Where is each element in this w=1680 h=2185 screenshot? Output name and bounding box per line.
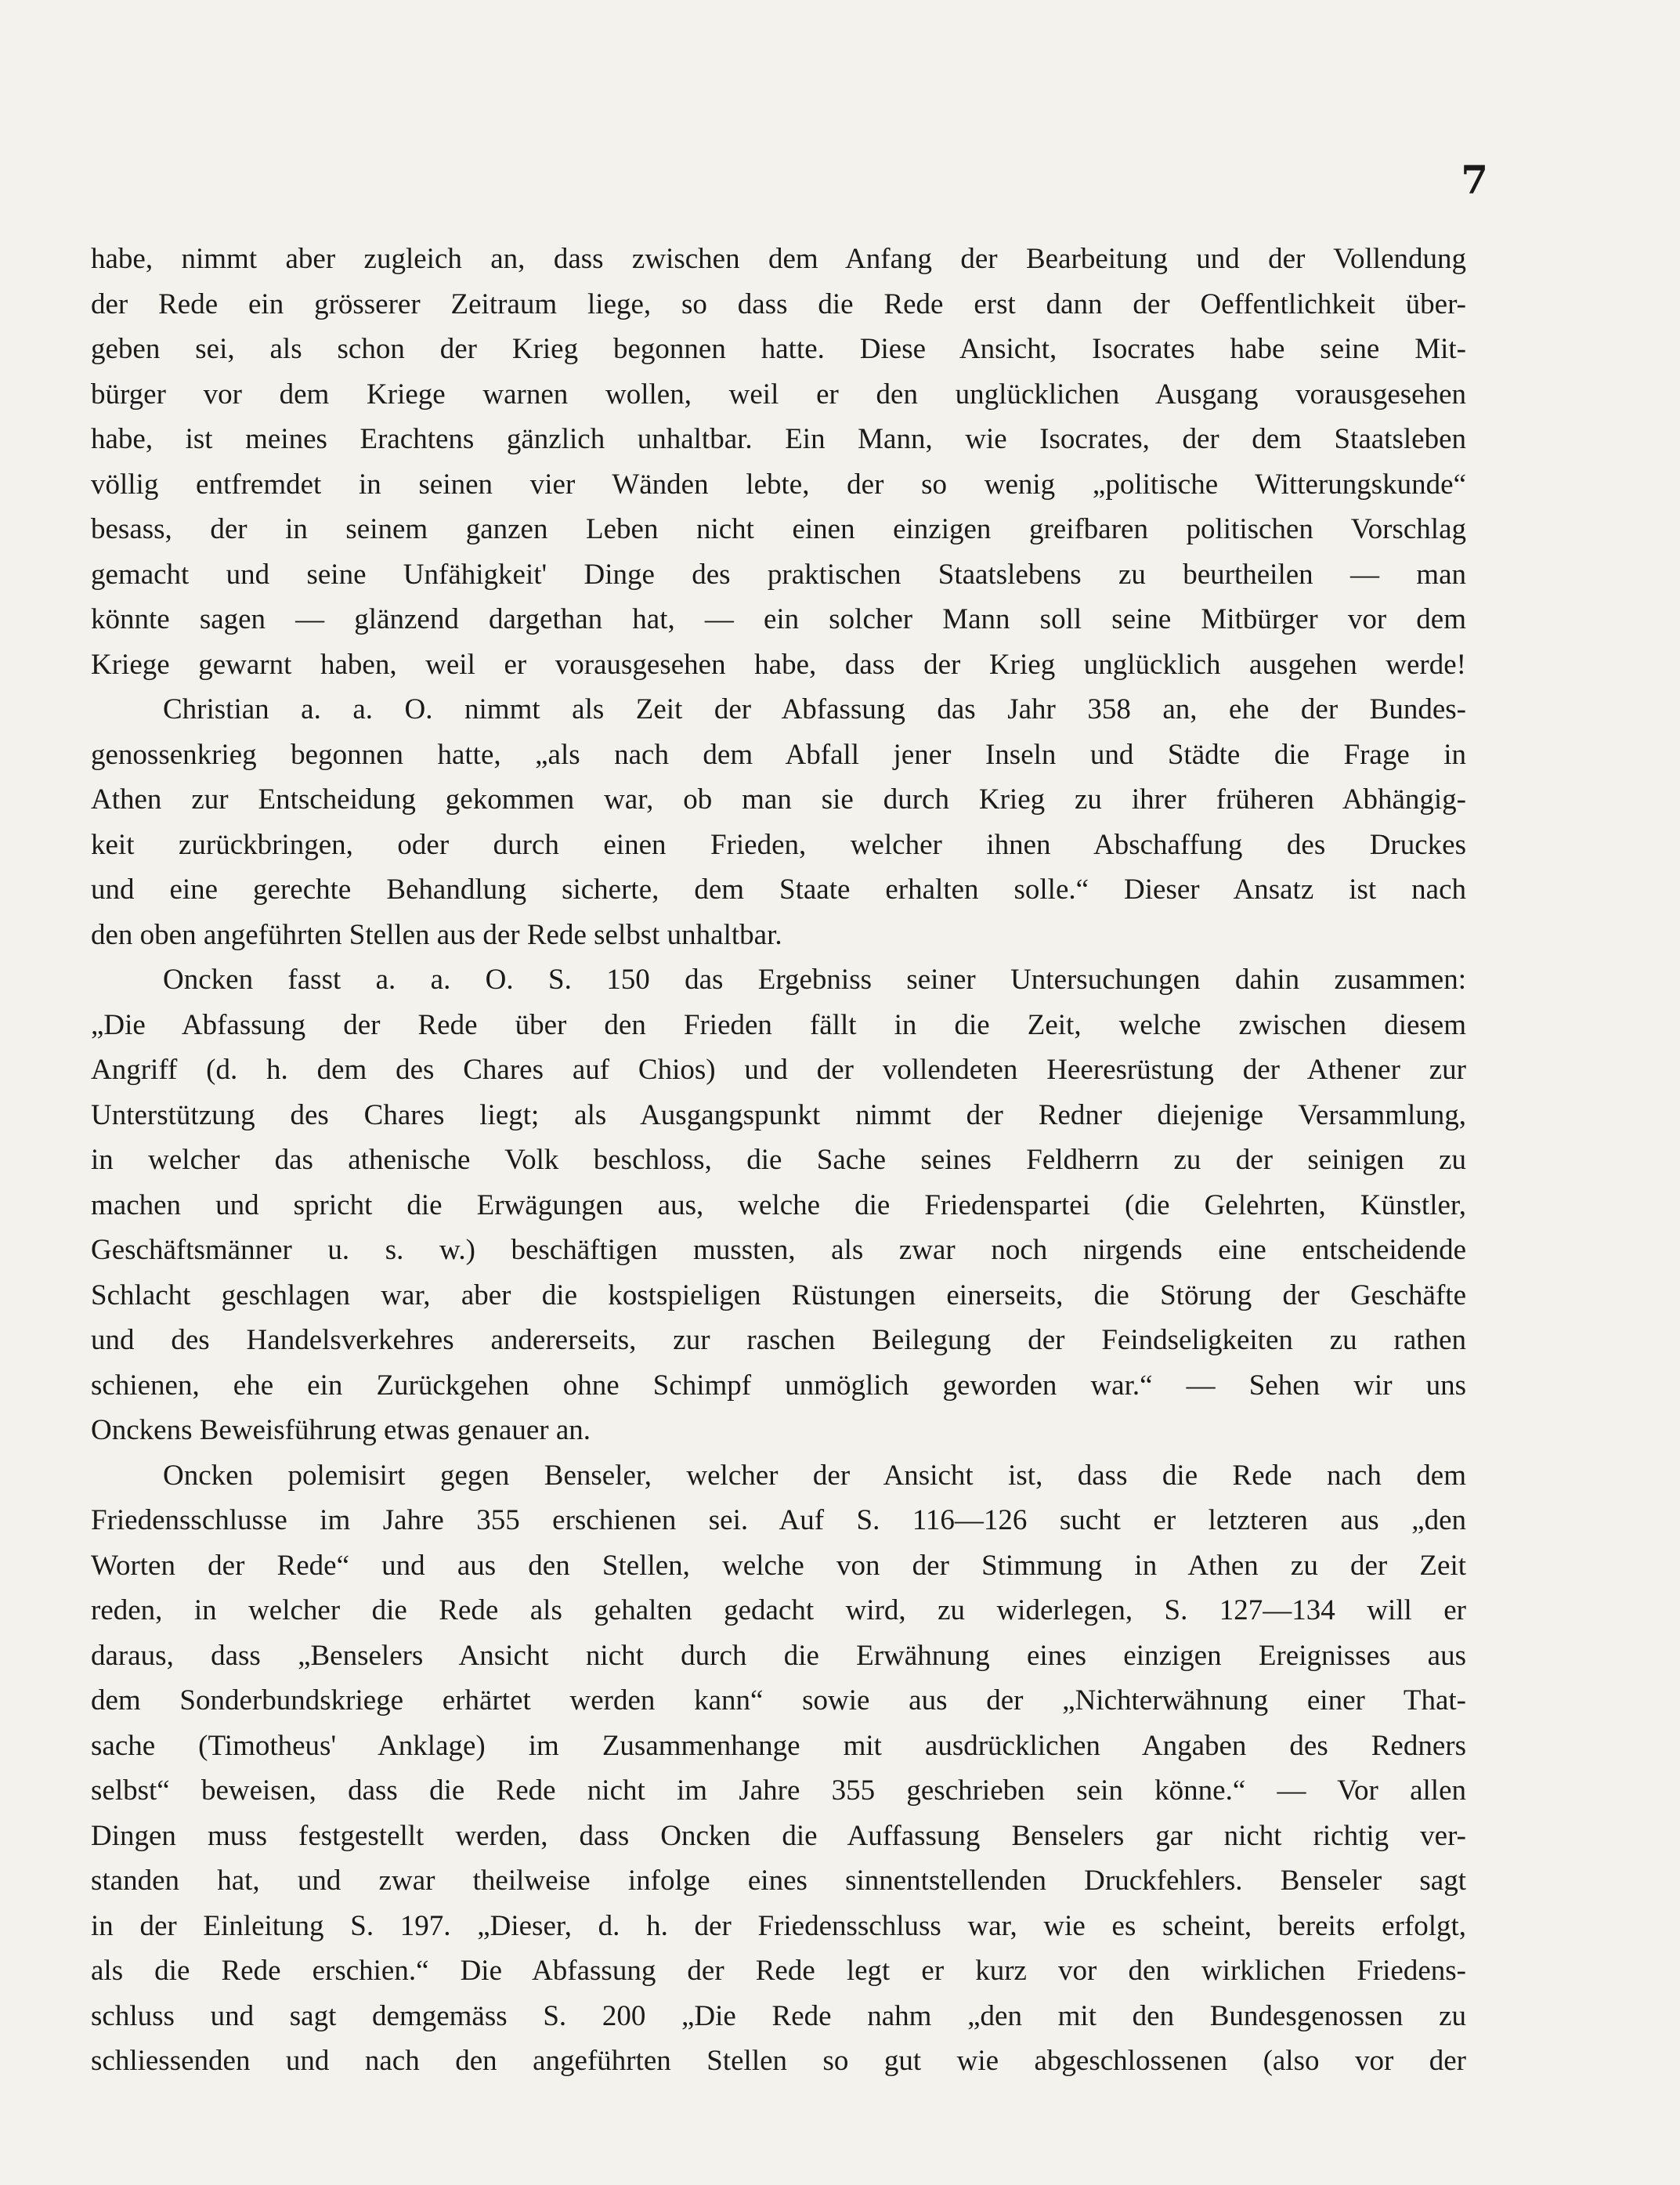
text-line: den oben angeführten Stellen aus der Rede selbst unhaltbar. [91,918,782,951]
text-line: der Rede ein grösserer Zeitraum liege, so dass die Rede erst dann der Oeffentlichkeit über- [91,288,1466,320]
paragraph-1 [91,237,1466,687]
text-line: keit zurückbringen, oder durch einen Frieden, welcher ihnen Abschaffung des Druckes [91,828,1466,861]
text-line: Oncken polemisirt gegen Benseler, welcher der Ansicht ist, dass die Rede nach dem [163,1459,1466,1492]
text-line: selbst“ beweisen, dass die Rede nicht im Jahre 355 geschrieben sein könne.“ — Vor allen [91,1774,1466,1807]
text-line: Schlacht geschlagen war, aber die kostspieligen Rüstungen einerseits, die Störung der Geschäfte [91,1279,1466,1311]
text-line: als die Rede erschien.“ Die Abfassung der Rede legt er kurz vor den wirklichen Friedens- [91,1955,1466,1987]
text-line: schliessenden und nach den angeführten Stellen so gut wie abgeschlossenen (also vor der [91,2045,1466,2077]
text-line: Friedensschlusse im Jahre 355 erschienen sei. Auf S. 116—126 sucht er letzteren aus „den [91,1504,1466,1536]
text-line: geben sei, als schon der Krieg begonnen hatte. Diese Ansicht, Isocrates habe seine Mit- [91,333,1466,365]
paragraph-4 [91,1453,1466,2084]
text-line: Christian a. a. O. nimmt als Zeit der Abfassung das Jahr 358 an, ehe der Bundes- [163,693,1466,725]
text-line: Worten der Rede“ und aus den Stellen, welche von der Stimmung in Athen zu der Zeit [91,1549,1466,1582]
text-line: „Die Abfassung der Rede über den Frieden fällt in die Zeit, welche zwischen diesem [91,1008,1466,1041]
paragraph-2 [91,687,1466,957]
text-line: völlig entfremdet in seinen vier Wänden lebte, der so wenig „politische Witterungskunde“ [91,468,1466,501]
text-line: Kriege gewarnt haben, weil er vorausgesehen habe, dass der Krieg unglücklich ausgehen werde! [91,648,1466,681]
text-line: Oncken fasst a. a. O. S. 150 das Ergebniss seiner Untersuchungen dahin zusammen: [163,964,1466,996]
text-line: daraus, dass „Benselers Ansicht nicht durch die Erwähnung eines einzigen Ereignisses aus [91,1639,1466,1672]
body-text [91,237,1466,2084]
text-line: schluss und sagt demgemäss S. 200 „Die Rede nahm „den mit den Bundesgenossen zu [91,1999,1466,2032]
text-line: dem Sonderbundskriege erhärtet werden kann“ sowie aus der „Nichterwähnung einer That- [91,1684,1466,1717]
page-number: 7 [1461,157,1488,203]
text-line: gemacht und seine Unfähigkeit' Dinge des praktischen Staatslebens zu beurtheilen — man [91,558,1466,591]
text-line: Dingen muss festgestellt werden, dass Oncken die Auffassung Benselers gar nicht richtig ver- [91,1819,1466,1852]
text-line: standen hat, und zwar theilweise infolge eines sinnentstellenden Druckfehlers. Benseler sagt [91,1865,1466,1897]
text-line: und des Handelsverkehres andererseits, zur raschen Beilegung der Feindseligkeiten zu rathen [91,1324,1466,1356]
text-line: Onckens Beweisführung etwas genauer an. [91,1414,591,1446]
text-line: in welcher das athenische Volk beschloss, die Sache seines Feldherrn zu der seinigen zu [91,1144,1466,1176]
text-line: Unterstützung des Chares liegt; als Ausgangspunkt nimmt der Redner diejenige Versammlung, [91,1098,1466,1131]
text-line: bürger vor dem Kriege warnen wollen, weil er den unglücklichen Ausgang vorausgesehen [91,378,1466,411]
text-line: Athen zur Entscheidung gekommen war, ob man sie durch Krieg zu ihrer früheren Abhängig- [91,783,1466,816]
text-line: Angriff (d. h. dem des Chares auf Chios) und der vollendeten Heeresrüstung der Athener zur [91,1054,1466,1086]
text-line: und eine gerechte Behandlung sicherte, dem Staate erhalten solle.“ Dieser Ansatz ist nach [91,874,1466,906]
text-line: reden, in welcher die Rede als gehalten gedacht wird, zu widerlegen, S. 127—134 will er [91,1594,1466,1626]
text-line: machen und spricht die Erwägungen aus, welche die Friedenspartei (die Gelehrten, Künstler, [91,1188,1466,1221]
text-line: habe, nimmt aber zugleich an, dass zwischen dem Anfang der Bearbeitung und der Vollendung [91,243,1466,275]
text-line: könnte sagen — glänzend dargethan hat, — ein solcher Mann soll seine Mitbürger vor dem [91,603,1466,635]
paragraph-3 [91,957,1466,1453]
text-line: sache (Timotheus' Anklage) im Zusammenhange mit ausdrücklichen Angaben des Redners [91,1729,1466,1762]
text-line: genossenkrieg begonnen hatte, „als nach dem Abfall jener Inseln und Städte die Frage in [91,738,1466,771]
text-line: besass, der in seinem ganzen Leben nicht einen einzigen greifbaren politischen Vorschlag [91,513,1466,545]
text-line: in der Einleitung S. 197. „Dieser, d. h. der Friedensschluss war, wie es scheint, bereits erfolgt, [91,1909,1466,1942]
text-line: schienen, ehe ein Zurückgehen ohne Schimpf unmöglich geworden war.“ — Sehen wir uns [91,1369,1466,1402]
text-line: Geschäftsmänner u. s. w.) beschäftigen mussten, als zwar noch nirgends eine entscheidende [91,1234,1466,1266]
text-line: habe, ist meines Erachtens gänzlich unhaltbar. Ein Mann, wie Isocrates, der dem Staatsleben [91,423,1466,455]
